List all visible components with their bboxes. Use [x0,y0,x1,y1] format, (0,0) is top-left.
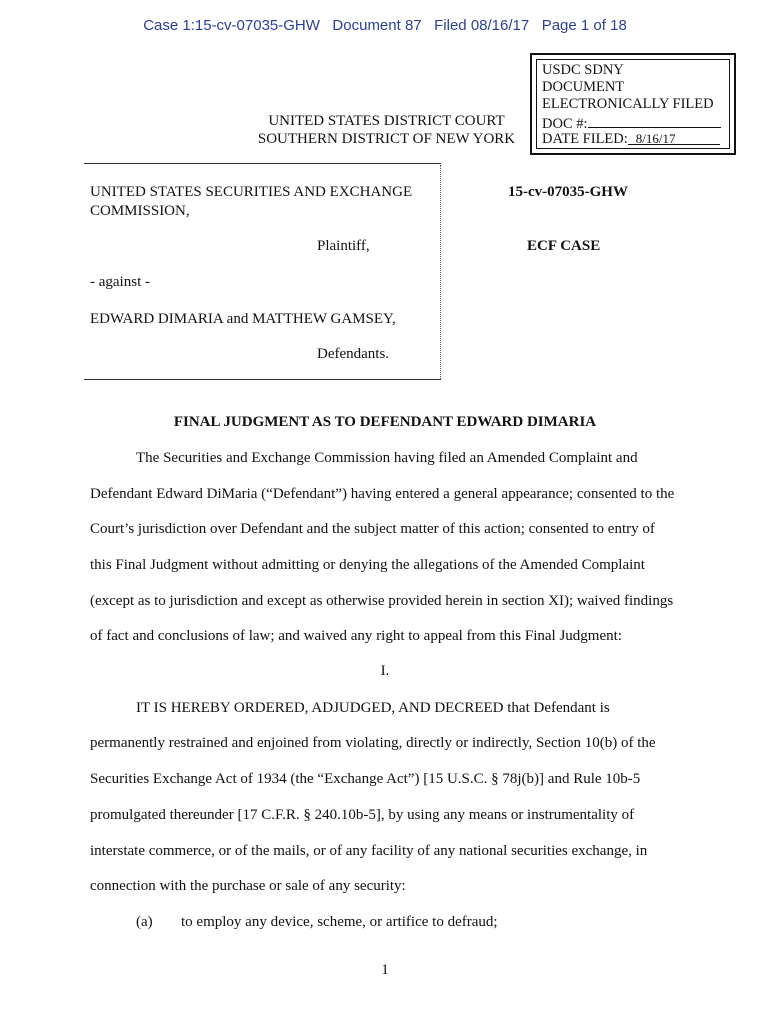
case-number: 15-cv-07035-GHW [508,184,628,200]
stamp-date-filed [542,130,720,148]
paragraph-2-line-5: interstate commerce, or of the mails, or of any facility of any national securities exchange, in [90,843,648,859]
paragraph-1-line-4: this Final Judgment without admitting or denying the allegations of the Amended Complaint [90,557,645,573]
caption-plaintiff-line1: UNITED STATES SECURITIES AND EXCHANGE [90,184,413,200]
item-a-text: to employ any device, scheme, or artifice to defraud; [181,914,498,930]
page-number: 1 [381,962,389,978]
court-name [205,112,568,148]
caption-against: - against - [90,274,150,290]
caption-defendants-role: Defendants. [317,346,390,362]
paragraph-1-line-5: (except as to jurisdiction and except as otherwise provided herein in section XI); waived findings [90,593,674,609]
case-header-stamp: Case 1:15-cv-07035-GHW Document 87 Filed 08/16/17 Page 1 of 18 [143,17,627,34]
court-name-line1: UNITED STATES DISTRICT COURT [268,113,505,129]
court-name-line2: SOUTHERN DISTRICT OF NEW YORK [257,131,516,147]
stamp-date-label: DATE FILED: [542,131,628,147]
caption-plaintiff-role: Plaintiff, [317,238,370,254]
caption-defendants: EDWARD DIMARIA and MATTHEW GAMSEY, [90,311,396,327]
caption-plaintiff-line2: COMMISSION, [90,203,190,219]
paragraph-1-line-2: Defendant Edward DiMaria (“Defendant”) having entered a general appearance; consented to the [90,486,675,502]
paragraph-1-line-1: The Securities and Exchange Commission having filed an Amended Complaint and [136,450,638,466]
section-heading-i: I. [380,663,390,679]
filing-stamp-box [530,53,736,155]
caption-vertical-divider [440,165,441,379]
paragraph-1-line-6: of fact and conclusions of law; and waived any right to appeal from this Final Judgment: [90,628,622,644]
stamp-line-electronically-filed: ELECTRONICALLY FILED [542,96,714,112]
paragraph-2-line-1: IT IS HEREBY ORDERED, ADJUDGED, AND DECREED that Defendant is [136,700,610,716]
paragraph-2-line-3: Securities Exchange Act of 1934 (the “Exchange Act”) [15 U.S.C. § 78j(b)] and Rule 10b-5 [90,771,641,787]
stamp-line-document: DOCUMENT [542,79,625,95]
paragraph-1-line-3: Court’s jurisdiction over Defendant and the subject matter of this action; consented to entry of [90,521,655,537]
judgment-title: FINAL JUDGMENT AS TO DEFENDANT EDWARD DIMARIA [173,414,597,430]
stamp-line-usdc: USDC SDNY [542,62,624,78]
stamp-doc-blank [588,113,721,128]
paragraph-2-line-2: permanently restrained and enjoined from violating, directly or indirectly, Section 10(b) of the [90,735,656,751]
caption-bottom-rule [84,379,441,380]
paragraph-2-line-6: connection with the purchase or sale of any security: [90,878,406,894]
stamp-date-blank [628,130,720,145]
paragraph-2-line-4: promulgated thereunder [17 C.F.R. § 240.10b-5], by using any means or instrumentality of [90,807,635,823]
caption-top-rule [84,163,441,164]
ecf-case-label: ECF CASE [527,238,601,254]
stamp-doc-label: DOC #: [542,116,588,132]
stamp-date-value: 8/16/17 [635,131,676,146]
item-a-label: (a) [136,914,153,930]
